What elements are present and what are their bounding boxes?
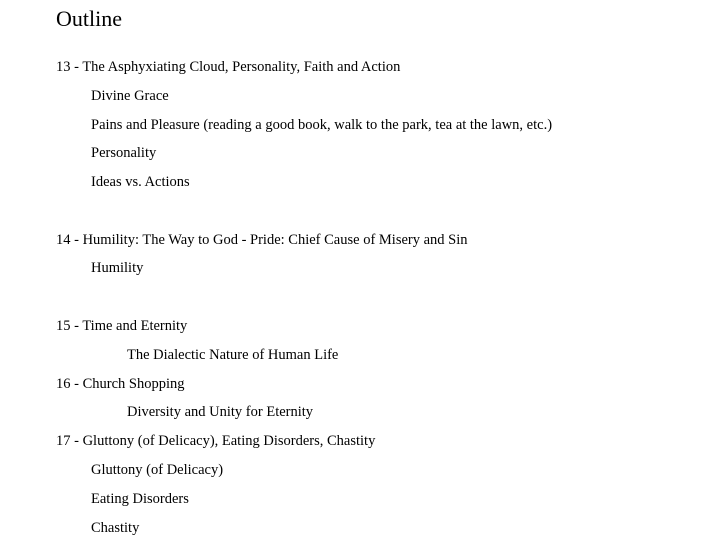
outline-item: The Dialectic Nature of Human Life xyxy=(127,347,339,363)
outline-item: Pains and Pleasure (reading a good book, walk to the park, tea at the lawn, etc.) xyxy=(91,117,553,133)
section-heading-14: 14 - Humility: The Way to God - Pride: Chief Cause of Misery and Sin xyxy=(56,232,468,248)
outline-item: Divine Grace xyxy=(91,88,169,104)
outline-item: Personality xyxy=(91,145,157,161)
outline-item: Chastity xyxy=(91,520,140,536)
section-heading-15: 15 - Time and Eternity xyxy=(56,318,188,334)
outline-item: Humility xyxy=(91,260,144,276)
section-heading-17: 17 - Gluttony (of Delicacy), Eating Disorders, Chastity xyxy=(56,433,376,449)
section-heading-16: 16 - Church Shopping xyxy=(56,376,185,392)
page-title: Outline xyxy=(56,6,122,31)
outline-item: Gluttony (of Delicacy) xyxy=(91,462,224,478)
outline-item: Diversity and Unity for Eternity xyxy=(127,404,314,420)
section-heading-13: 13 - The Asphyxiating Cloud, Personality, Faith and Action xyxy=(56,59,401,75)
outline-item: Ideas vs. Actions xyxy=(91,174,190,190)
outline-item: Eating Disorders xyxy=(91,491,189,507)
